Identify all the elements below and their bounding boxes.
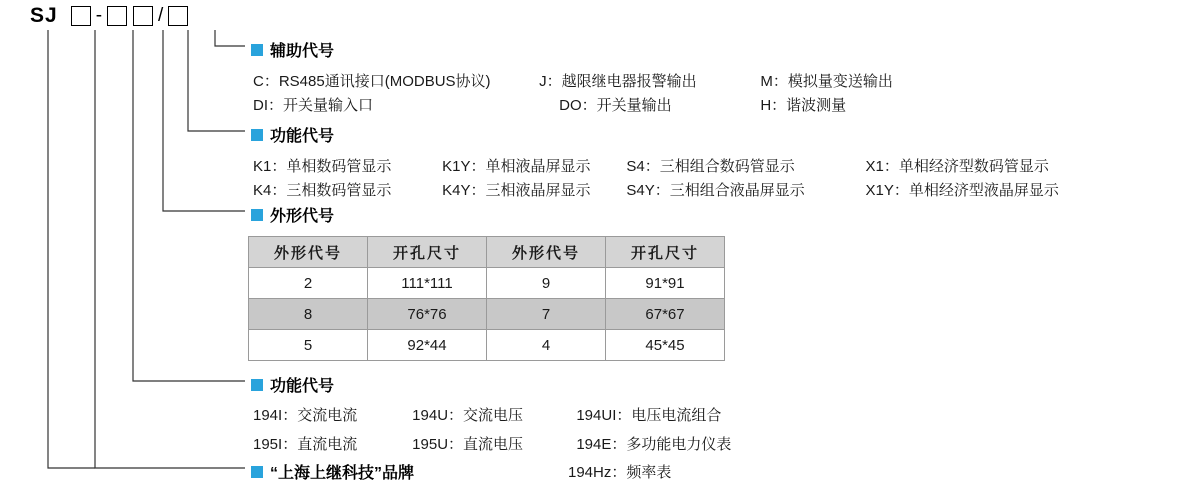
func-display-item-k4: K4：三相数码管显示 xyxy=(253,182,392,199)
section-title-func-meter-label: 功能代号 xyxy=(270,378,335,395)
table-row xyxy=(249,330,725,361)
table-cell: 4 xyxy=(487,330,606,361)
table-header-cell: 开孔尺寸 xyxy=(606,237,725,268)
shape-code-table xyxy=(248,236,725,361)
table-header-cell: 外形代号 xyxy=(249,237,368,268)
aux-item-h: H：谐波测量 xyxy=(760,97,847,114)
func-meter-item-195u: 195U：直流电压 xyxy=(412,436,524,453)
section-title-brand xyxy=(251,460,414,483)
func-display-item-k4y: K4Y：三相液晶屏显示 xyxy=(442,182,591,199)
table-cell: 2 xyxy=(249,268,368,299)
func-display-item-x1: X1：单相经济型数码管显示 xyxy=(865,158,1049,175)
bullet-square-icon xyxy=(251,379,263,391)
section-title-brand-label: “上海上继科技”品牌 xyxy=(270,465,415,482)
table-header-row xyxy=(249,237,725,268)
section-title-func-display xyxy=(251,123,334,146)
aux-row-2 xyxy=(253,94,846,115)
table-cell: 45*45 xyxy=(606,330,725,361)
func-meter-row-3 xyxy=(568,461,671,482)
func-meter-item-195i: 195I：直流电流 xyxy=(253,436,358,453)
func-meter-row-2 xyxy=(253,433,731,454)
model-prefix: SJ xyxy=(30,4,58,27)
func-display-item-k1y: K1Y：单相液晶屏显示 xyxy=(442,158,591,175)
model-box-2[interactable] xyxy=(107,6,127,26)
model-box-3[interactable] xyxy=(133,6,153,26)
table-row xyxy=(249,268,725,299)
section-title-aux xyxy=(251,38,334,61)
table-header-cell: 开孔尺寸 xyxy=(368,237,487,268)
aux-item-c: C：RS485通讯接口(MODBUS协议) xyxy=(253,73,491,90)
bullet-square-icon xyxy=(251,466,263,478)
aux-item-j: J：越限继电器报警输出 xyxy=(539,73,697,90)
table-cell: 92*44 xyxy=(368,330,487,361)
table-header-cell: 外形代号 xyxy=(487,237,606,268)
table-cell: 5 xyxy=(249,330,368,361)
func-meter-item-194u: 194U：交流电压 xyxy=(412,407,524,424)
func-meter-row-1 xyxy=(253,404,721,425)
table-cell: 9 xyxy=(487,268,606,299)
func-display-row-1 xyxy=(253,155,1049,176)
func-display-item-k1: K1：单相数码管显示 xyxy=(253,158,392,175)
table-cell: 67*67 xyxy=(606,299,725,330)
func-meter-item-194hz: 194Hz：频率表 xyxy=(568,464,672,481)
bullet-square-icon xyxy=(251,44,263,56)
table-cell: 91*91 xyxy=(606,268,725,299)
model-box-1[interactable] xyxy=(71,6,91,26)
model-separator-slash: / xyxy=(158,5,164,26)
table-cell: 7 xyxy=(487,299,606,330)
section-title-func-display-label: 功能代号 xyxy=(270,128,335,145)
model-box-4[interactable] xyxy=(168,6,188,26)
aux-item-di: DI：开关量输入口 xyxy=(253,97,374,114)
model-separator-dash: - xyxy=(95,5,103,26)
func-display-item-s4: S4：三相组合数码管显示 xyxy=(626,158,795,175)
section-title-shape-label: 外形代号 xyxy=(270,208,335,225)
func-meter-item-194e: 194E：多功能电力仪表 xyxy=(576,436,732,453)
section-title-aux-label: 辅助代号 xyxy=(270,43,335,60)
aux-item-do: DO：开关量输出 xyxy=(559,97,672,114)
aux-item-m: M：模拟量变送输出 xyxy=(760,73,893,90)
bullet-square-icon xyxy=(251,209,263,221)
model-code-line xyxy=(30,2,191,30)
func-display-item-x1y: X1Y：单相经济型液晶屏显示 xyxy=(865,182,1059,199)
table-row xyxy=(249,299,725,330)
table-cell: 76*76 xyxy=(368,299,487,330)
bullet-square-icon xyxy=(251,129,263,141)
func-display-row-2 xyxy=(253,179,1059,200)
func-meter-item-194i: 194I：交流电流 xyxy=(253,407,358,424)
section-title-shape xyxy=(251,203,334,226)
func-meter-item-194ui: 194UI：电压电流组合 xyxy=(576,407,722,424)
table-cell: 8 xyxy=(249,299,368,330)
section-title-func-meter xyxy=(251,373,334,396)
table-cell: 111*111 xyxy=(368,268,487,299)
func-display-item-s4y: S4Y：三相组合液晶屏显示 xyxy=(626,182,805,199)
aux-row-1 xyxy=(253,70,893,91)
